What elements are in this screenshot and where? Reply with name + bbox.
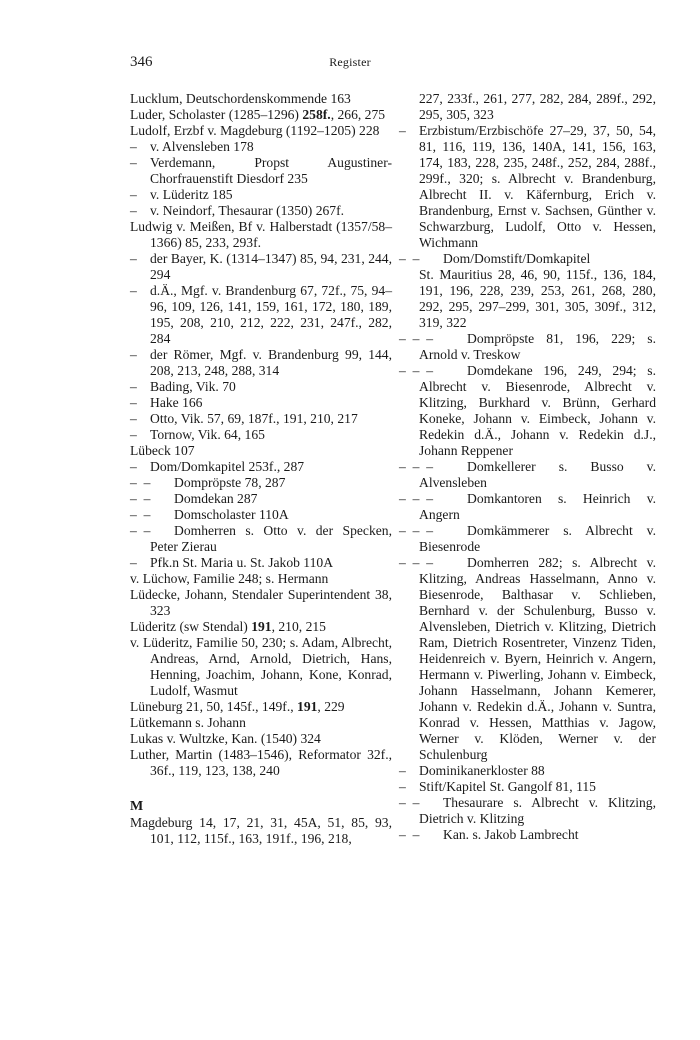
index-entry — [399, 779, 656, 795]
index-entry — [399, 555, 656, 763]
entry-text: Domdekan 287 — [174, 491, 258, 506]
index-entry — [130, 91, 392, 107]
index-entry — [130, 347, 392, 379]
subentry-dash — [399, 251, 419, 267]
subentry-dash — [130, 459, 137, 475]
subentry-dash — [130, 555, 137, 571]
index-entry — [399, 523, 656, 555]
entry-text: v. Lüchow, Familie 248; s. Hermann — [130, 571, 329, 586]
index-entry — [399, 795, 656, 827]
entry-text: Ludolf, Erzbf v. Magdeburg (1192–1205) 228 — [130, 123, 380, 138]
running-head: Register — [329, 55, 371, 69]
entry-text: Domherren 282; s. Albrecht v. Klitzing, Andreas Hasselmann, Anno v. Biesenrode, Balthasar v. Schlieben, Bernhard v. der Schulenburg, Busso v. Alvensleben, Dietrich v. Klitzing, Dietrich Ram, Dietrich Rosentreter, Vinzenz Tiden, Heidenreich v. Byern, Heinrich v. Angern, Hermann v. Piwerling, Johann v. Eimbeck, Johann Hasselmann, Johann Kemerer, Johann v. Redekin d.Ä., Johann v. Suntra, Konrad v. Hessen, Matthias v. Jagow, Werner v. Klöden, Werner v. der Schulenburg — [419, 555, 656, 762]
index-entry — [399, 331, 656, 363]
index-entry — [130, 411, 392, 427]
subentry-dash — [130, 475, 150, 491]
index-column-right — [399, 91, 656, 843]
entry-text: Dompröpste 78, 287 — [174, 475, 286, 490]
index-entry — [130, 635, 392, 699]
entry-text: Domdekane 196, 249, 294; s. Albrecht v. Biesenrode, Albrecht v. Klitzing, Burkhard v. Brünn, Gerhard Koneke, Johann v. Eimbeck, Johann v. Redekin d.Ä., Johann v. Redekin d.J., Johann Reppener — [419, 363, 656, 458]
entry-text: Ludwig v. Meißen, Bf v. Halberstadt (1357/58–1366) 85, 233, 293f. — [130, 219, 392, 250]
subentry-dash — [130, 427, 137, 443]
subentry-dash — [399, 523, 433, 539]
index-entry — [130, 571, 392, 587]
index-entry — [130, 251, 392, 283]
index-entry — [399, 827, 656, 843]
index-column-left — [130, 91, 392, 847]
entry-text: Kan. s. Jakob Lambrecht — [443, 827, 579, 842]
subentry-dash — [399, 123, 406, 139]
subentry-dash — [399, 827, 419, 843]
main-reference: 191 — [297, 699, 318, 714]
entry-text: Dompröpste 81, 196, 229; s. Arnold v. Treskow — [419, 331, 656, 362]
entry-text-after: , 229 — [317, 699, 345, 714]
entry-text: Otto, Vik. 57, 69, 187f., 191, 210, 217 — [150, 411, 358, 426]
entry-text: Luder, Scholaster (1285–1296) — [130, 107, 303, 122]
index-entry — [130, 587, 392, 619]
subentry-dash — [130, 283, 137, 299]
subentry-dash — [130, 507, 150, 523]
index-entry — [130, 555, 392, 571]
index-entry — [130, 379, 392, 395]
index-entry — [399, 763, 656, 779]
main-reference: 258f. — [302, 107, 331, 122]
entry-text: Lütkemann s. Johann — [130, 715, 246, 730]
subentry-dash — [130, 155, 137, 171]
entry-text: Hake 166 — [150, 395, 203, 410]
index-entry — [130, 475, 392, 491]
subentry-dash — [399, 491, 433, 507]
index-entry — [399, 363, 656, 459]
subentry-dash — [130, 187, 137, 203]
entry-text: Domkantoren s. Heinrich v. Angern — [419, 491, 656, 522]
index-entry — [399, 123, 656, 251]
entry-text: Lüderitz (sw Stendal) — [130, 619, 252, 634]
section-letter: M — [130, 799, 144, 814]
index-entry — [399, 491, 656, 523]
index-entry — [399, 251, 656, 267]
entry-text: 227, 233f., 261, 277, 282, 284, 289f., 292, 295, 305, 323 — [419, 91, 656, 122]
entry-text: Dominikanerkloster 88 — [419, 763, 545, 778]
subentry-dash — [399, 555, 433, 571]
subentry-dash — [130, 523, 150, 539]
entry-text: v. Lüderitz, Familie 50, 230; s. Adam, Albrecht, Andreas, Arnd, Arnold, Dietrich, Hans, Henning, Joachim, Johann, Kone, Konrad, Ludolf, Wasmut — [130, 635, 392, 698]
subentry-dash — [130, 203, 137, 219]
entry-text: Verdemann, Propst Augustiner-Chorfrauenstift Diesdorf 235 — [150, 155, 392, 186]
entry-text: Tornow, Vik. 64, 165 — [150, 427, 265, 442]
entry-text: Dom/Domkapitel 253f., 287 — [150, 459, 305, 474]
index-entry — [130, 155, 392, 187]
index-entry — [130, 123, 392, 139]
entry-text: v. Alvensleben 178 — [150, 139, 254, 154]
subentry-dash — [399, 763, 406, 779]
index-entry — [130, 815, 392, 847]
index-entry — [130, 203, 392, 219]
entry-text: d.Ä., Mgf. v. Brandenburg 67, 72f., 75, 94–96, 109, 126, 141, 159, 161, 172, 180, 189, 195, 208, 210, 212, 222, 231, 247f., 282, 284 — [150, 283, 392, 346]
subentry-dash — [130, 251, 137, 267]
entry-text: Magdeburg 14, 17, 21, 31, 45A, 51, 85, 93, 101, 112, 115f., 163, 191f., 196, 218, — [130, 815, 392, 846]
subentry-dash — [399, 331, 433, 347]
index-entry — [130, 395, 392, 411]
subentry-dash — [130, 379, 137, 395]
index-entry — [130, 107, 392, 123]
entry-text: Lüdecke, Johann, Stendaler Superintendent 38, 323 — [130, 587, 392, 618]
index-entry — [130, 747, 392, 779]
index-entry — [130, 507, 392, 523]
entry-text: v. Lüderitz 185 — [150, 187, 233, 202]
subentry-dash — [130, 395, 137, 411]
index-entry — [130, 283, 392, 347]
subentry-dash — [399, 779, 406, 795]
subentry-dash — [130, 347, 137, 363]
index-entry — [130, 491, 392, 507]
entry-text: Lukas v. Wultzke, Kan. (1540) 324 — [130, 731, 321, 746]
entry-text: Lüneburg 21, 50, 145f., 149f., — [130, 699, 298, 714]
entry-text: der Römer, Mgf. v. Brandenburg 99, 144, 208, 213, 248, 288, 314 — [150, 347, 392, 378]
main-reference: 191 — [251, 619, 272, 634]
entry-text: Thesaurare s. Albrecht v. Klitzing, Dietrich v. Klitzing — [419, 795, 656, 826]
entry-text: Domscholaster 110A — [174, 507, 289, 522]
subentry-dash — [399, 363, 433, 379]
index-entry — [130, 443, 392, 459]
entry-text: Erzbistum/Erzbischöfe 27–29, 37, 50, 54, 81, 116, 119, 136, 140A, 141, 156, 163, 174, 183, 228, 235, 248f., 252, 284, 288f., 299f., 320; s. Albrecht v. Brandenburg, Albrecht II. v. Käfernburg, Erich v. Brandenburg, Ernst v. Sachsen, Günther v. Schwarzburg, Ludolf, Otto v. Hessen, Wichmann — [419, 123, 656, 250]
subentry-dash — [399, 459, 433, 475]
index-entry — [130, 427, 392, 443]
index-entry — [130, 731, 392, 747]
index-entry — [130, 619, 392, 635]
index-entry — [399, 459, 656, 491]
entry-text-after: , 210, 215 — [271, 619, 326, 634]
subentry-dash — [399, 795, 419, 811]
index-entry — [130, 219, 392, 251]
entry-text: St. Mauritius 28, 46, 90, 115f., 136, 184, 191, 196, 228, 239, 253, 261, 268, 280, 292, 295, 297–299, 301, 305, 309f., 312, 319, 322 — [419, 267, 656, 330]
entry-text: Stift/Kapitel St. Gangolf 81, 115 — [419, 779, 596, 794]
index-entry — [130, 699, 392, 715]
entry-text: der Bayer, K. (1314–1347) 85, 94, 231, 244, 294 — [150, 251, 392, 282]
entry-text: Luther, Martin (1483–1546), Reformator 32f., 36f., 119, 123, 138, 240 — [130, 747, 392, 778]
entry-text-after: , 266, 275 — [330, 107, 386, 122]
index-entry — [399, 267, 656, 331]
subentry-dash — [130, 139, 137, 155]
entry-text: Pfk.n St. Maria u. St. Jakob 110A — [150, 555, 334, 570]
index-entry — [130, 715, 392, 731]
entry-text: Lübeck 107 — [130, 443, 195, 458]
subentry-dash — [130, 411, 137, 427]
index-entry — [130, 523, 392, 555]
index-entry — [130, 187, 392, 203]
entry-text: v. Neindorf, Thesaurar (1350) 267f. — [150, 203, 345, 218]
entry-text: Dom/Domstift/Domkapitel — [443, 251, 591, 266]
entry-text: Domherren s. Otto v. der Specken, Peter Zierau — [150, 523, 392, 554]
entry-text: Bading, Vik. 70 — [150, 379, 236, 394]
index-entry — [130, 459, 392, 475]
subentry-dash — [130, 491, 150, 507]
index-entry — [130, 139, 392, 155]
entry-text: Domkämmerer s. Albrecht v. Biesenrode — [419, 523, 656, 554]
page-number: 346 — [130, 54, 153, 70]
entry-text: Lucklum, Deutschordenskommende 163 — [130, 91, 351, 106]
index-entry — [399, 91, 656, 123]
entry-text: Domkellerer s. Busso v. Alvensleben — [419, 459, 656, 490]
